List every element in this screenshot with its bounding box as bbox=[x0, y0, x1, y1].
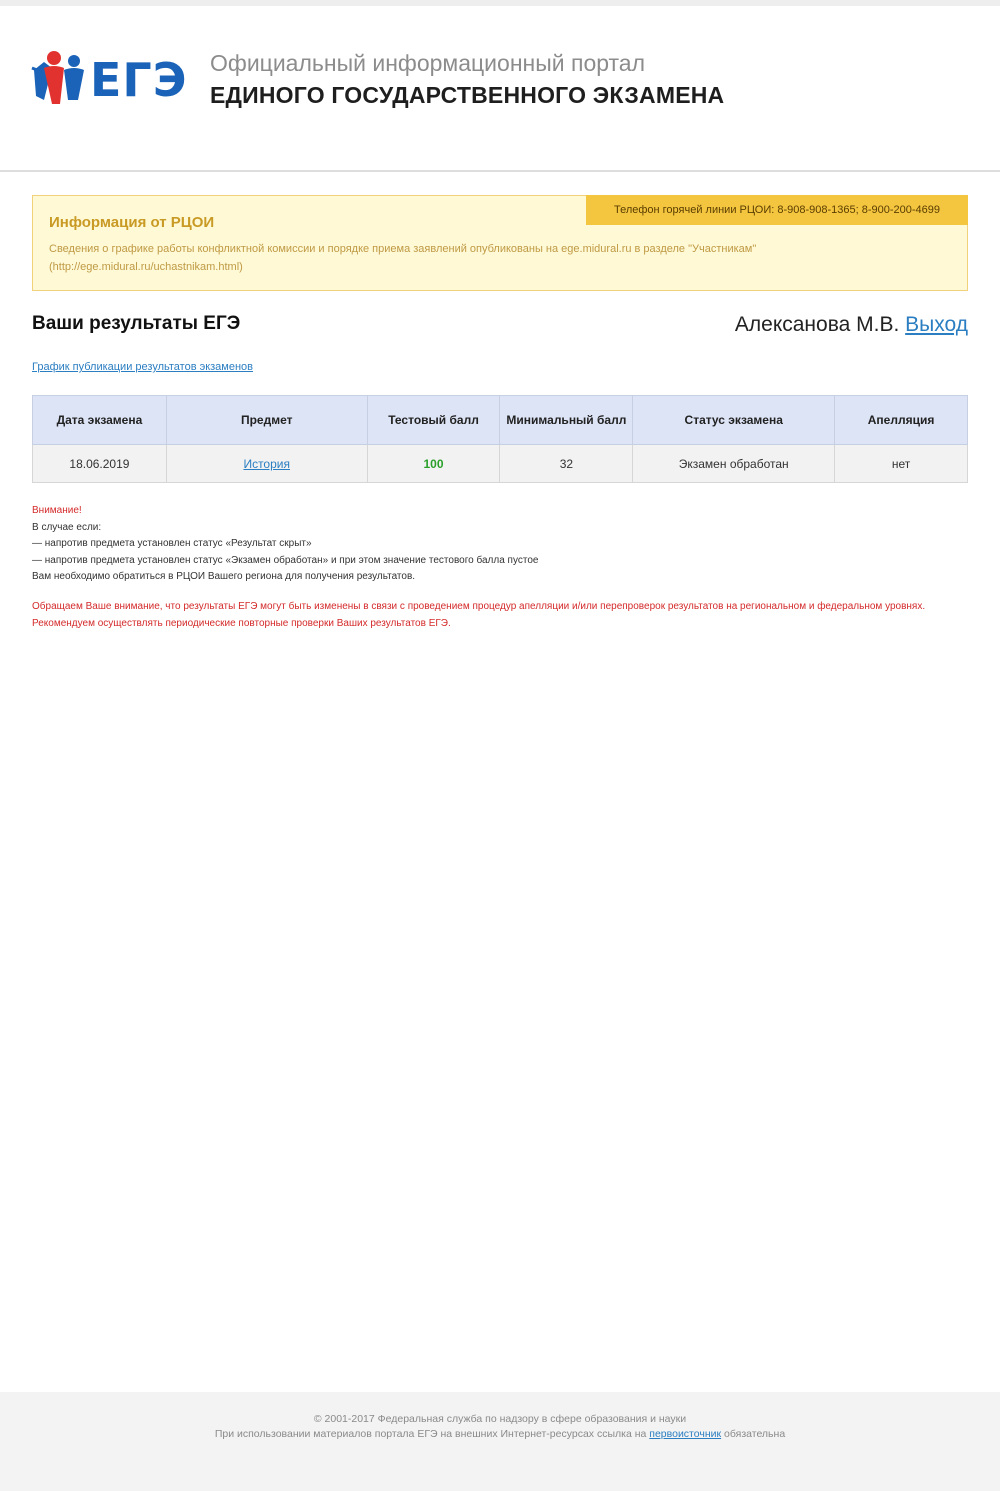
logout-link[interactable]: Выход bbox=[905, 313, 968, 336]
portal-subtitle: Официальный информационный портал bbox=[210, 50, 646, 76]
cell-status: Экзамен обработан bbox=[633, 445, 835, 483]
footer-attribution bbox=[0, 1427, 1000, 1442]
cell-score: 100 bbox=[367, 445, 500, 483]
cell-subject bbox=[166, 445, 367, 483]
site-footer bbox=[0, 1392, 1000, 1491]
warning-line: Вам необходимо обратиться в РЦОИ Вашего региона для получения результатов. bbox=[32, 571, 416, 582]
info-title: Информация от РЦОИ bbox=[49, 214, 215, 231]
warning-block bbox=[32, 503, 538, 586]
results-change-notice: Обращаем Ваше внимание, что результаты ЕГЭ могут быть изменены в связи с проведением процедур апелляции и/или перепроверок результатов на региональном и федеральном уровнях. Рекомендуем осуществлять периодические повторные проверки Ваших результатов ЕГЭ. bbox=[32, 601, 926, 629]
warning-line: В случае если: bbox=[32, 521, 102, 533]
table-row bbox=[33, 445, 968, 483]
info-text: Сведения о графике работы конфликтной комиссии и порядке приема заявлений опубликованы на ege.midural.ru в разделе "Участникам" (http://ege.midural.ru/uchastnikam.html) bbox=[49, 243, 757, 273]
user-name: Алексанова М.В. bbox=[734, 313, 900, 336]
subject-link[interactable]: История bbox=[243, 456, 290, 471]
cell-min-score: 32 bbox=[500, 445, 633, 483]
footer-attribution-suffix: обязательна bbox=[724, 1428, 786, 1440]
table-header-row bbox=[33, 396, 968, 445]
footer-attribution-prefix: При использовании материалов портала ЕГЭ на внешних Интернет-ресурсах ссылка на bbox=[214, 1428, 647, 1440]
col-header-subject: Предмет bbox=[166, 396, 367, 445]
ege-logo[interactable] bbox=[30, 48, 188, 108]
user-block bbox=[735, 313, 968, 337]
col-header-status: Статус экзамена bbox=[633, 396, 835, 445]
schedule-link[interactable]: График публикации результатов экзаменов bbox=[32, 361, 254, 373]
page-title: Ваши результаты ЕГЭ bbox=[32, 313, 241, 334]
cell-appeal: нет bbox=[835, 445, 968, 483]
col-header-min-score: Минимальный балл bbox=[500, 396, 633, 445]
col-header-appeal: Апелляция bbox=[835, 396, 968, 445]
portal-title: ЕДИНОГО ГОСУДАРСТВЕННОГО ЭКЗАМЕНА bbox=[210, 82, 725, 108]
col-header-score: Тестовый балл bbox=[367, 396, 500, 445]
warning-title: Внимание! bbox=[32, 505, 82, 516]
ege-logo-mark-icon bbox=[30, 48, 92, 108]
warning-line: — напротив предмета установлен статус «Экзамен обработан» и при этом значение тестового балла пустое bbox=[32, 554, 539, 566]
results-table bbox=[32, 395, 968, 483]
hotline-banner: Телефон горячей линии РЦОИ: 8-908-908-1365; 8-900-200-4699 bbox=[586, 195, 968, 225]
site-header bbox=[0, 6, 1000, 172]
cell-date: 18.06.2019 bbox=[33, 445, 167, 483]
source-link[interactable]: первоисточник bbox=[649, 1428, 722, 1440]
warning-line: — напротив предмета установлен статус «Результат скрыт» bbox=[32, 538, 312, 549]
logo-text: ЕГЭ bbox=[90, 53, 188, 107]
col-header-date: Дата экзамена bbox=[33, 396, 167, 445]
footer-copyright: © 2001-2017 Федеральная служба по надзору в сфере образования и науки bbox=[313, 1413, 687, 1425]
rcoi-info-box bbox=[32, 195, 968, 291]
